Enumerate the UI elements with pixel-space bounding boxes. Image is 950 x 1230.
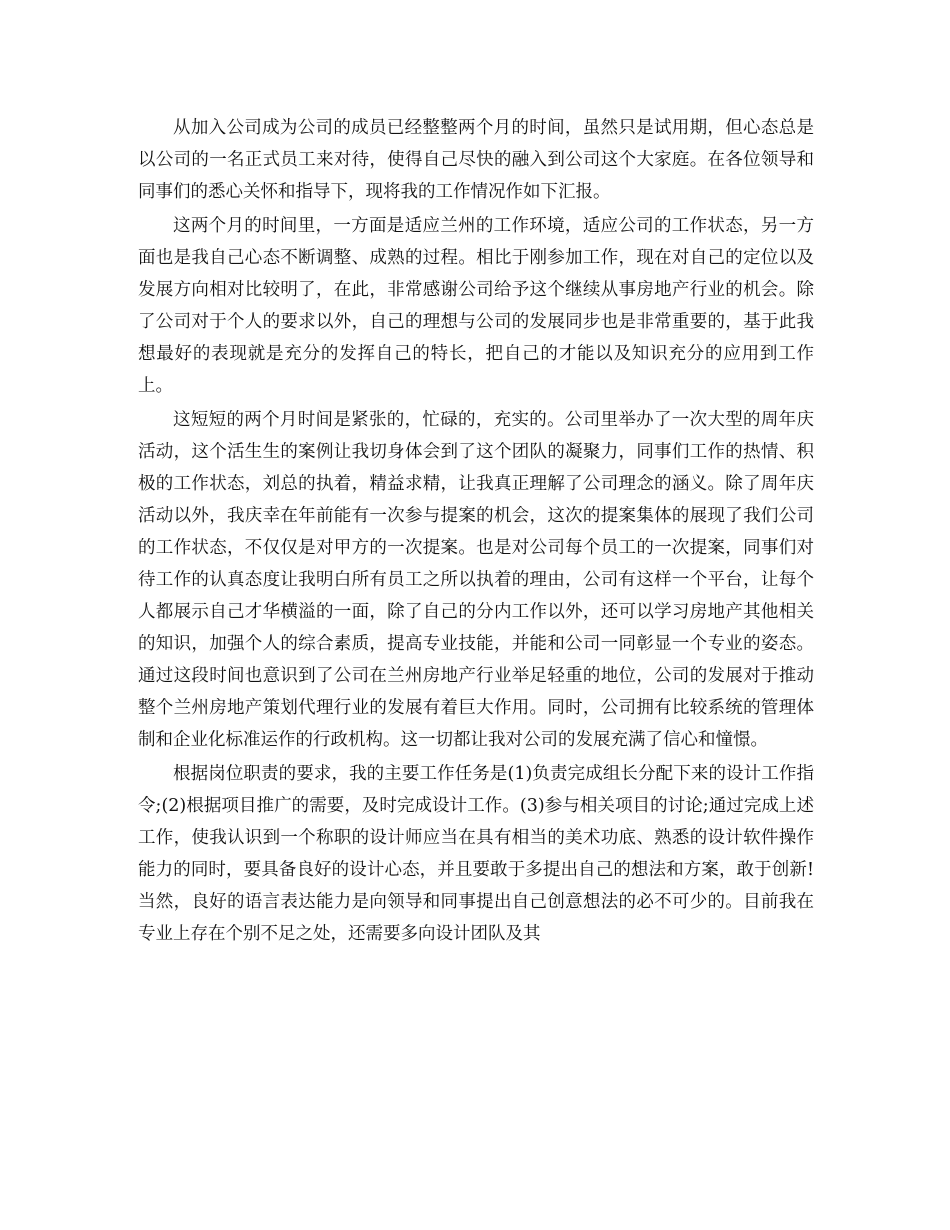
paragraph-3: 这短短的两个月时间是紧张的，忙碌的，充实的。公司里举办了一次大型的周年庆活动，这个活生生的案例让我切身体会到了这个团队的凝聚力，同事们工作的热情、积极的工作状态，刘总的执着，精益求精，让我真正理解了公司理念的涵义。除了周年庆活动以外，我庆幸在年前能有一次参与提案的机会，这次的提案集体的展现了我们公司的工作状态，不仅仅是对甲方的一次提案。也是对公司每个员工的一次提案，同事们对待工作的认真态度让我明白所有员工之所以执着的理由，公司有这样一个平台，让每个人都展示自己才华横溢的一面，除了自己的分内工作以外，还可以学习房地产其他相关的知识，加强个人的综合素质，提高专业技能，并能和公司一同彰显一个专业的姿态。通过这段时间也意识到了公司在兰州房地产行业举足轻重的地位，公司的发展对于推动整个兰州房地产策划代理行业的发展有着巨大作用。同时，公司拥有比较系统的管理体制和企业化标准运作的行政机构。这一切都让我对公司的发展充满了信心和憧憬。 <box>138 410 814 750</box>
document-body <box>138 112 814 952</box>
paragraph-2: 这两个月的时间里，一方面是适应兰州的工作环境，适应公司的工作状态，另一方面也是我自己心态不断调整、成熟的过程。相比于刚参加工作，现在对自己的定位以及发展方向相对比较明了，在此，非常感谢公司给予这个继续从事房地产行业的机会。除了公司对于个人的要求以外，自己的理想与公司的发展同步也是非常重要的，基于此我想最好的表现就是充分的发挥自己的特长，把自己的才能以及知识充分的应用到工作上。 <box>138 216 814 396</box>
paragraph-4: 根据岗位职责的要求，我的主要工作任务是(1)负责完成组长分配下来的设计工作指令;(2)根据项目推广的需要，及时完成设计工作。(3)参与相关项目的讨论;通过完成上述工作，使我认识到一个称职的设计师应当在具有相当的美术功底、熟悉的设计软件操作能力的同时，要具备良好的设计心态，并且要敢于多提出自己的想法和方案，敢于创新!当然，良好的语言表达能力是向领导和同事提出自己创意想法的必不可少的。目前我在专业上存在个别不足之处，还需要多向设计团队及其 <box>138 764 814 944</box>
paragraph-1: 从加入公司成为公司的成员已经整整两个月的时间，虽然只是试用期，但心态总是以公司的一名正式员工来对待，使得自己尽快的融入到公司这个大家庭。在各位领导和同事们的悉心关怀和指导下，现将我的工作情况作如下汇报。 <box>138 118 814 202</box>
